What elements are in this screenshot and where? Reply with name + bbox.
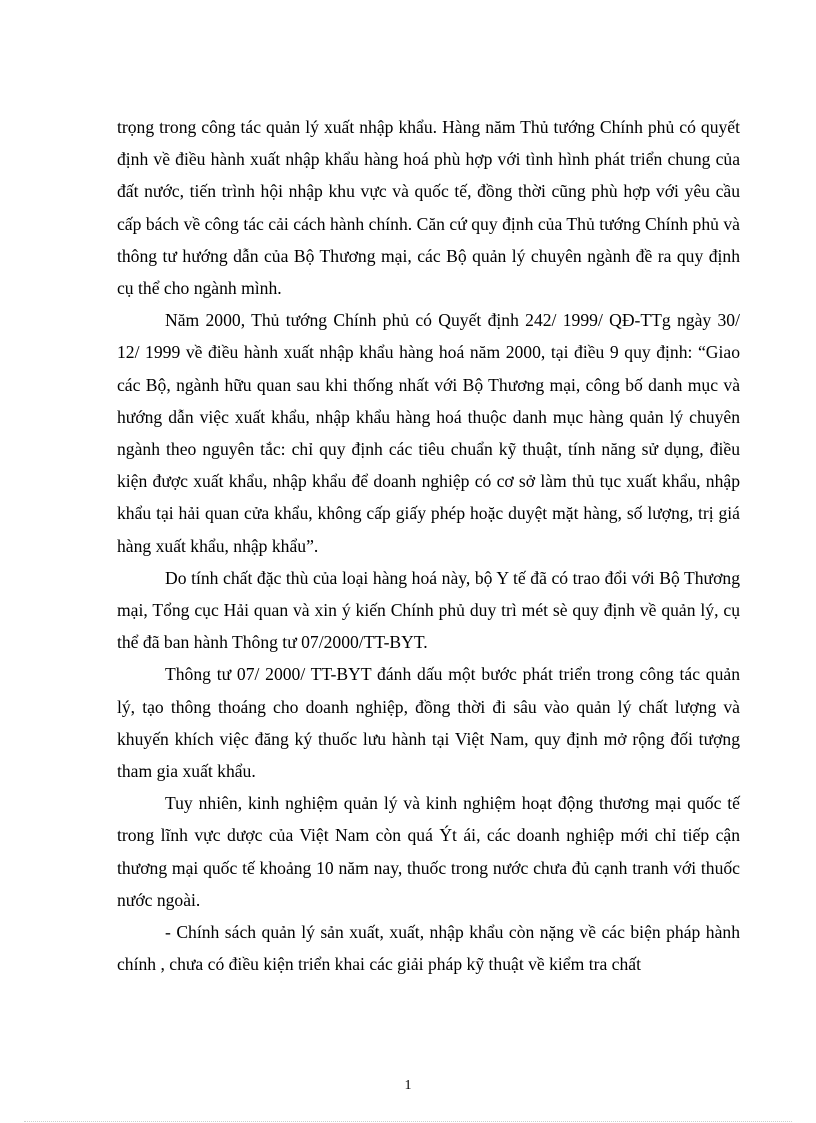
page-bottom-divider: [24, 1121, 792, 1122]
paragraph-1: trọng trong công tác quản lý xuất nhập khẩu. Hàng năm Thủ tướng Chính phủ có quyết định về điều hành xuất nhập khẩu hàng hoá phù hợp với tình hình phát triển chung của đất nước, tiến trình hội nhập khu vực và quốc tế, đồng thời cũng phù hợp với yêu cầu cấp bách về công tác cải cách hành chính. Căn cứ quy định của Thủ tướng Chính phủ và thông tư hướng dẫn của Bộ Thương mại, các Bộ quản lý chuyên ngành đề ra quy định cụ thể cho ngành mình.: [117, 117, 740, 299]
paragraph-2: Năm 2000, Thủ tướng Chính phủ có Quyết định 242/ 1999/ QĐ-TTg ngày 30/ 12/ 1999 về điều hành xuất nhập khẩu hàng hoá năm 2000, tại điều 9 quy định: “Giao các Bộ, ngành hữu quan sau khi thống nhất với Bộ Thương mại, công bố danh mục và hướng dẫn việc xuất khẩu, nhập khẩu hàng hoá thuộc danh mục hàng quản lý chuyên ngành theo nguyên tắc: chỉ quy định các tiêu chuẩn kỹ thuật, tính năng sử dụng, điều kiện được xuất khẩu, nhập khẩu để doanh nghiệp có cơ sở làm thủ tục xuất khẩu, nhập khẩu tại hải quan cửa khẩu, không cấp giấy phép hoặc duyệt mặt hàng, số lượng, trị giá hàng xuất khẩu, nhập khẩu”.: [117, 310, 740, 556]
body-text: [117, 111, 740, 980]
paragraph-5: Tuy nhiên, kinh nghiệm quản lý và kinh nghiệm hoạt động thương mại quốc tế trong lĩnh vực dược của Việt Nam còn quá Ýt ái, các doanh nghiệp mới chỉ tiếp cận thương mại quốc tế khoảng 10 năm nay, thuốc trong nước chưa đủ cạnh tranh với thuốc nước ngoài.: [117, 793, 740, 910]
paragraph-6: - Chính sách quản lý sản xuất, xuất, nhập khẩu còn nặng về các biện pháp hành chính , chưa có điều kiện triển khai các giải pháp kỹ thuật về kiểm tra chất: [117, 922, 740, 975]
page-number: 1: [404, 1078, 412, 1093]
paragraph-3: Do tính chất đặc thù của loại hàng hoá này, bộ Y tế đã có trao đổi với Bộ Thương mại, Tổng cục Hải quan và xin ý kiến Chính phủ duy trì mét sè quy định về quản lý, cụ thể đã ban hành Thông tư 07/2000/TT-BYT.: [117, 567, 740, 653]
paragraph-4: Thông tư 07/ 2000/ TT-BYT đánh dấu một bước phát triển trong công tác quản lý, tạo thông thoáng cho doanh nghiệp, đồng thời đi sâu vào quản lý chất lượng và khuyến khích việc đăng ký thuốc lưu hành tại Việt Nam, quy định mở rộng đối tượng tham gia xuất khẩu.: [117, 664, 740, 782]
